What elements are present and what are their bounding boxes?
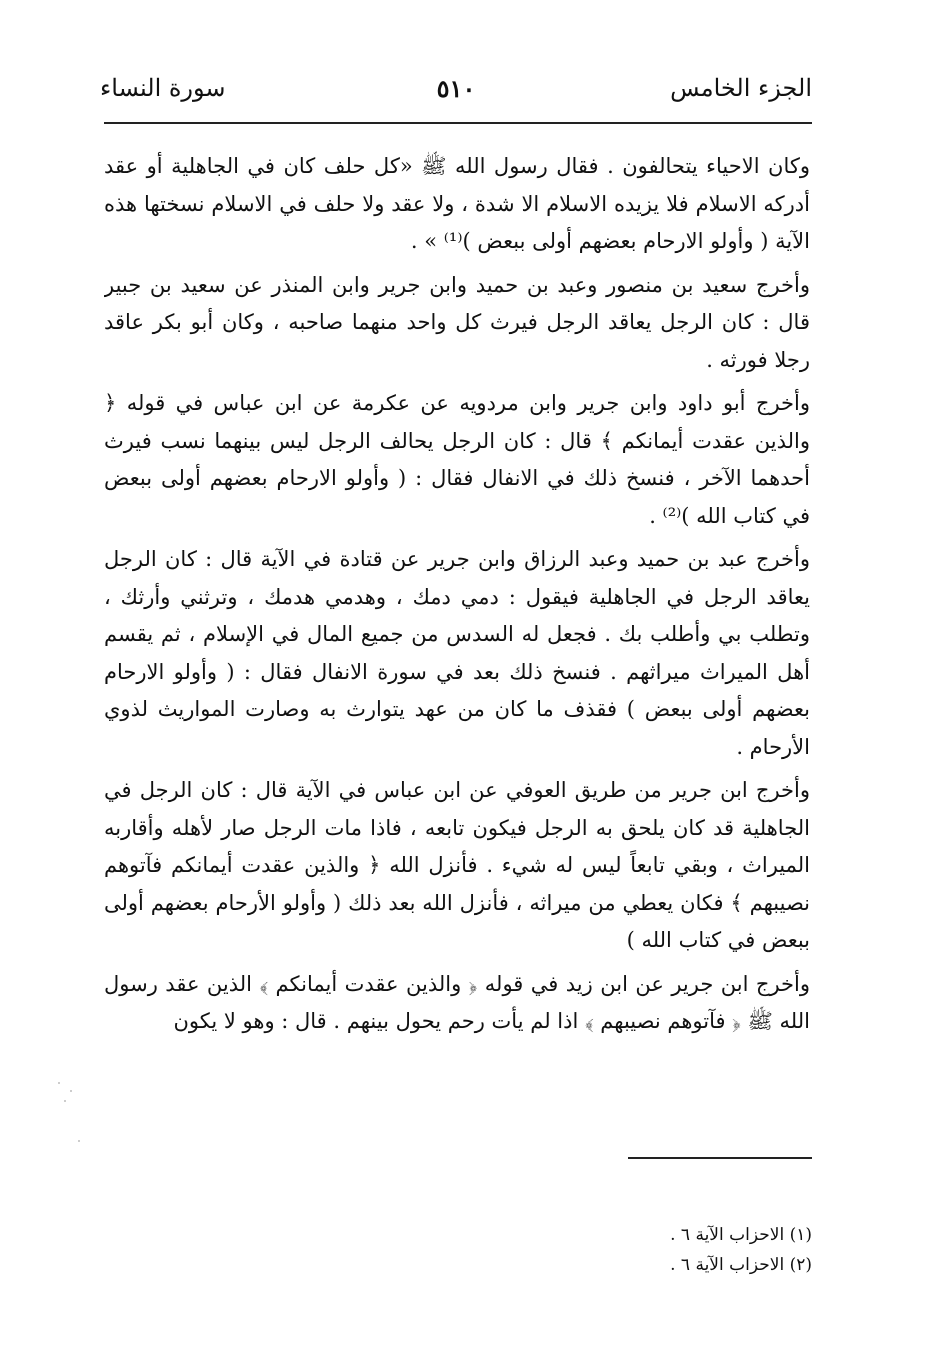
scan-speck	[78, 1140, 80, 1142]
scan-speck	[58, 1082, 60, 1084]
footnotes	[560, 1220, 812, 1280]
paragraph-2: وأخرج سعيد بن منصور وعبد بن حميد وابن جرير وابن المنذر عن سعيد بن جبير قال : كان الرجل يعاقد الرجل فيرث كل واحد منهما صاحبه ، وكان أبو بكر عاقد رجلا فورثه .	[104, 272, 810, 372]
body-text	[104, 148, 810, 1108]
surah-title: سورة النساء	[100, 74, 226, 102]
page-number: ٥١٠	[436, 74, 476, 103]
paragraph-6: وأخرج ابن جرير عن ابن زيد في قوله ﴿ والذين عقدت أيمانكم ﴾ الذين عقد رسول الله ﷺ ﴿ فآتوهم نصيبهم ﴾ اذا لم يأت رحم يحول بينهم . قال : وهو لا يكون	[104, 971, 810, 1033]
paragraph-1: وكان الاحياء يتحالفون . فقال رسول الله ﷺ «كل حلف كان في الجاهلية أو عقد أدركه الاسلام فلا يزيده الاسلام الا شدة ، ولا عقد ولا حلف في الاسلام نسختها هذه الآية ( وأولو الارحام بعضهم أولى ببعض )⁽¹⁾ » .	[104, 154, 810, 253]
running-header	[100, 70, 812, 114]
scan-speck	[64, 1100, 66, 1102]
paragraph-5: وأخرج ابن جرير من طريق العوفي عن ابن عباس في الآية قال : كان الرجل في الجاهلية قد كان يلحق به الرجل فيكون تابعه ، فاذا مات الرجل صار لأهله وأقاربه الميراث ، وبقي تابعاً ليس له شيء . فأنزل الله ﴿ والذين عقدت أيمانكم فآتوهم نصيبهم ﴾ فكان يعطي من ميراثه ، فأنزل الله بعد ذلك ( وأولو الأرحام بعضهم أولى ببعض في كتاب الله )	[104, 778, 810, 952]
paragraph-4: وأخرج عبد بن حميد وعبد الرزاق وابن جرير عن قتادة في الآية قال : كان الرجل يعاقد الرجل في الجاهلية فيقول : دمي دمك ، وهدمي هدمك ، وترثني وأرثك ، وتطلب بي وأطلب بك . فجعل له السدس من جميع المال في الإسلام ، ثم يقسم أهل الميراث ميراثهم . فنسخ ذلك بعد في سورة الانفال فقال : ( وأولو الارحام بعضهم أولى ببعض ) فقذف ما كان من عهد يتوارث به وصارت المواريث لذوي الأرحام .	[104, 547, 810, 759]
part-title: الجزء الخامس	[670, 74, 812, 102]
footnote-2: (٢) الاحزاب الآية ٦ .	[670, 1255, 812, 1275]
footnote-rule	[628, 1157, 812, 1159]
header-rule	[104, 122, 812, 124]
paragraph-3: وأخرج أبو داود وابن جرير وابن مردويه عن عكرمة عن ابن عباس في قوله ﴿ والذين عقدت أيمانكم ﴾ قال : كان الرجل يحالف الرجل ليس بينهما نسب فيرث أحدهما الآخر ، فنسخ ذلك في الانفال فقال : ( وأولو الارحام بعضهم أولى ببعض في كتاب الله )⁽²⁾ .	[104, 391, 810, 528]
footnote-1: (١) الاحزاب الآية ٦ .	[670, 1225, 812, 1245]
scan-speck	[70, 1090, 72, 1092]
